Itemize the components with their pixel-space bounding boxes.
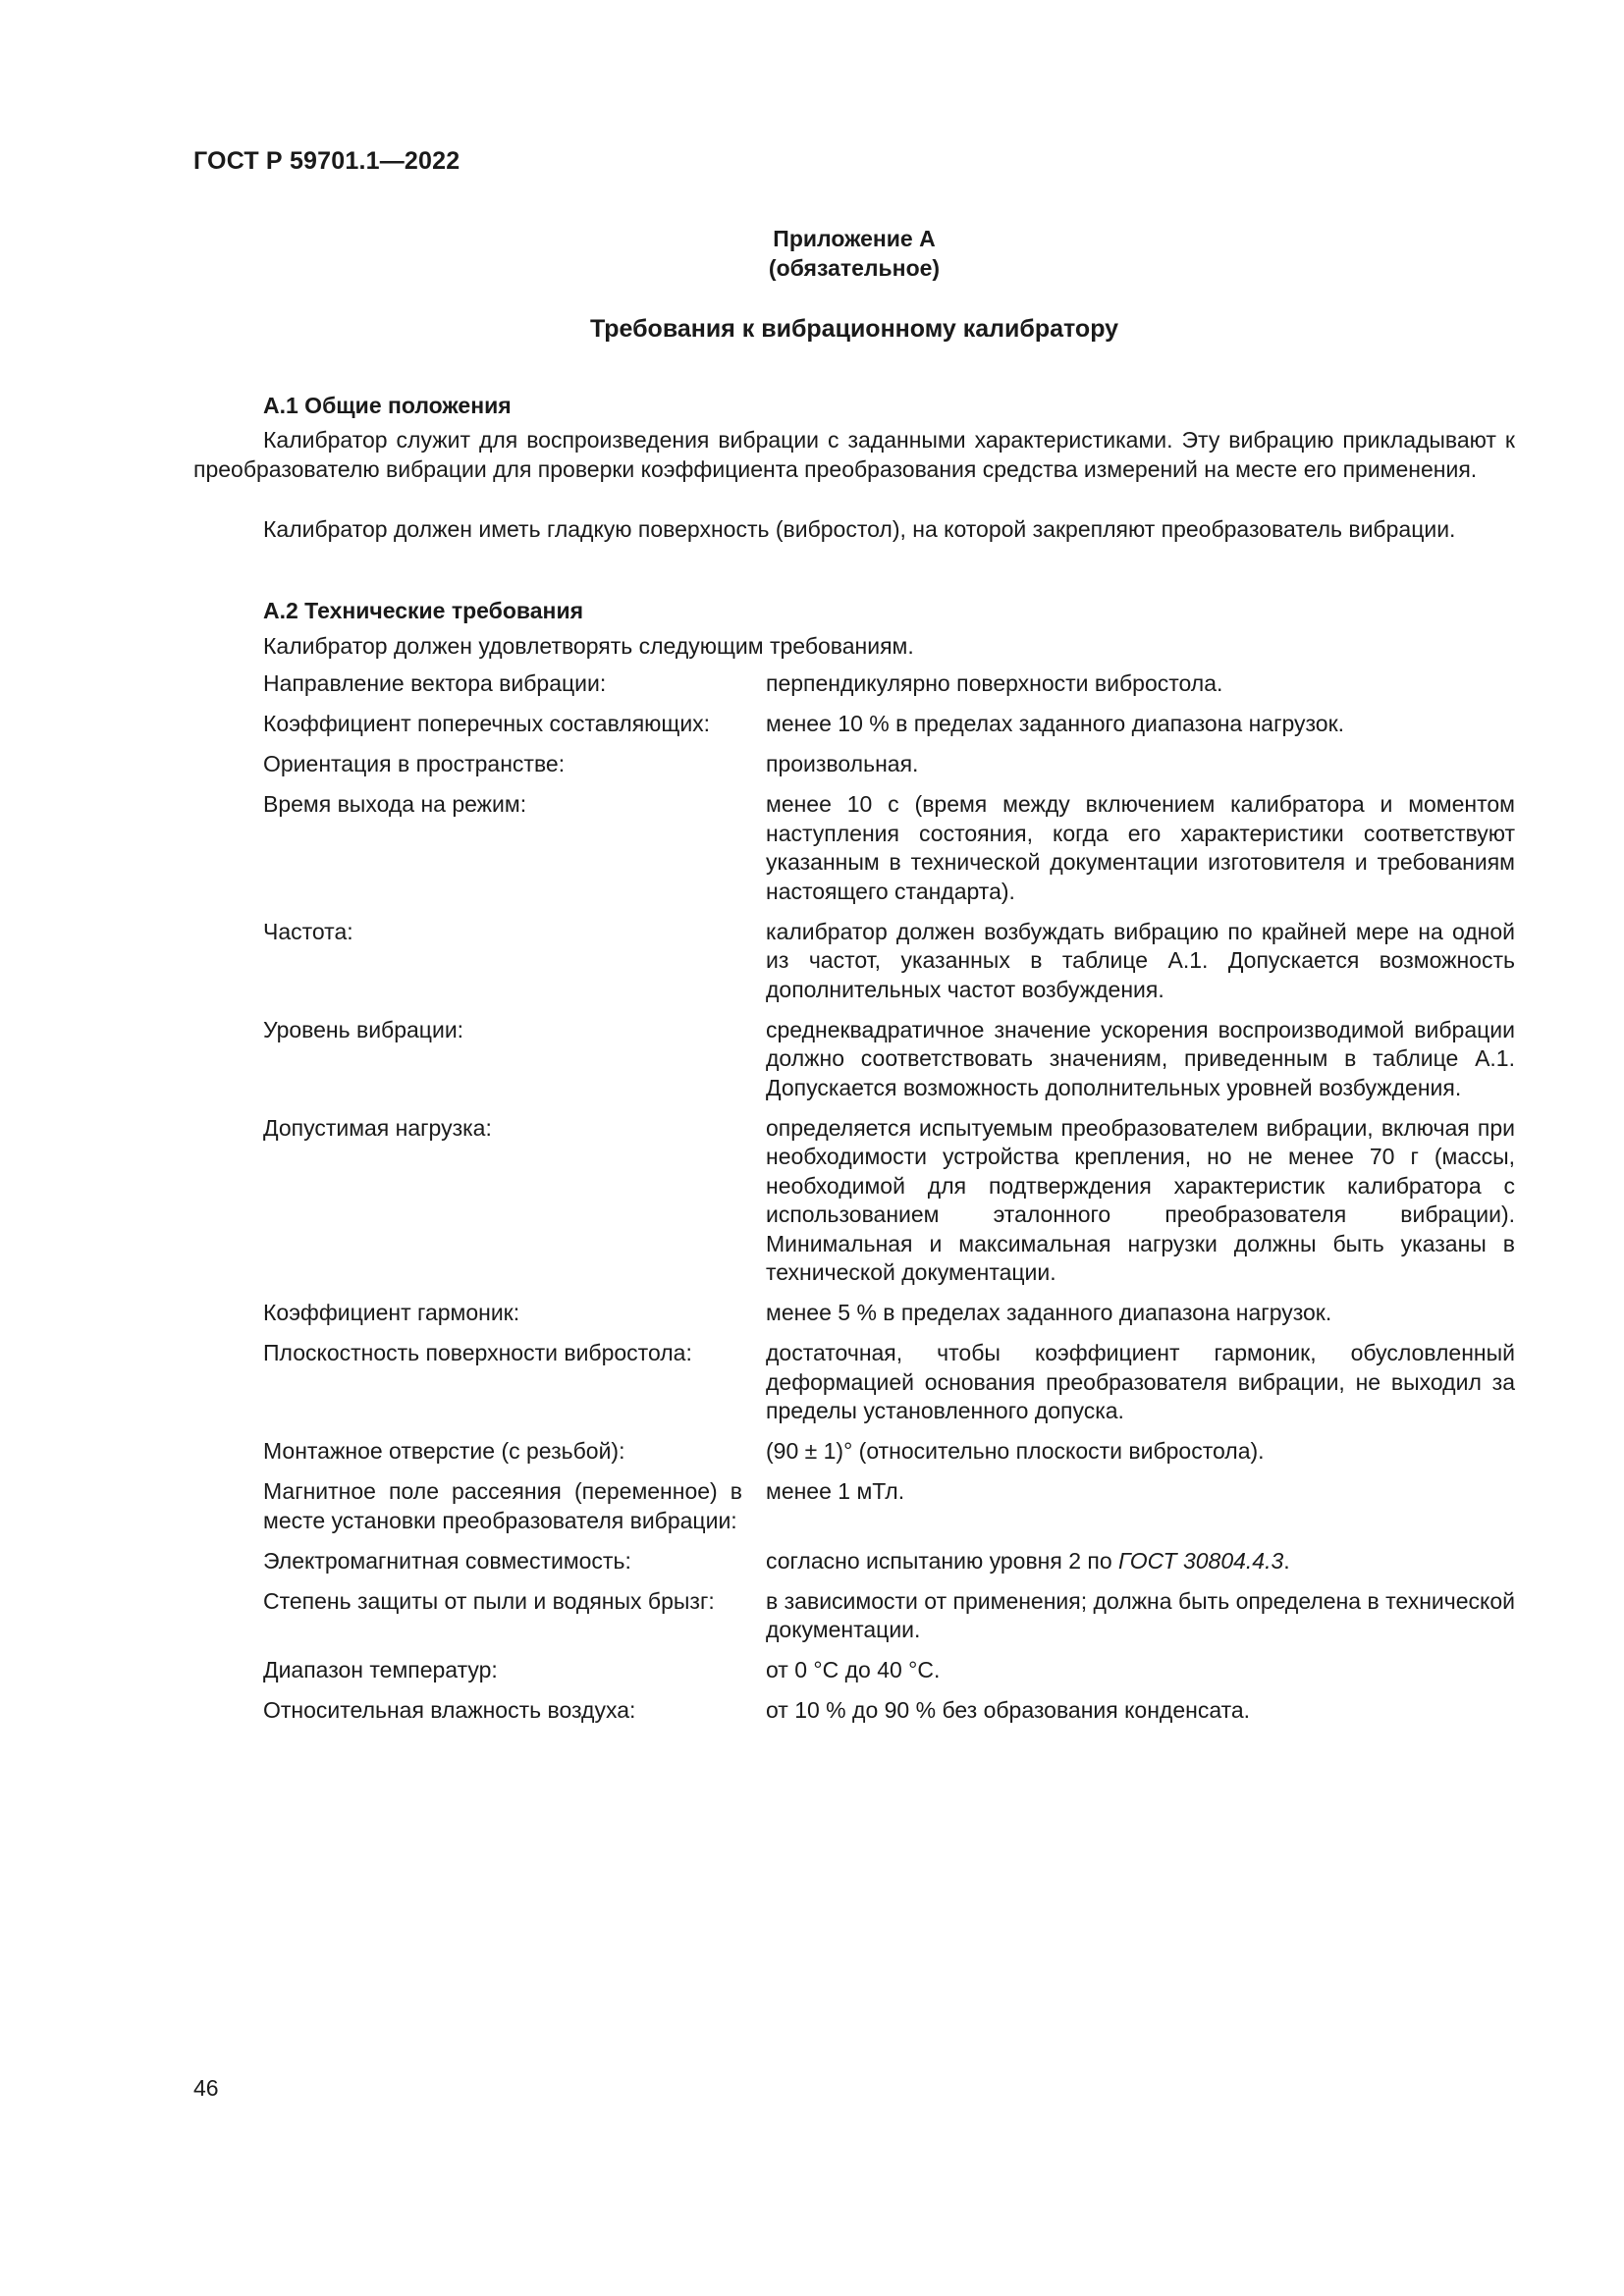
requirement-name: Направление вектора вибрации:	[263, 670, 607, 696]
section-1-heading: А.1 Общие положения	[263, 393, 512, 418]
requirement-value: произвольная.	[766, 751, 919, 776]
requirements-list	[263, 669, 1515, 1736]
requirement-value: перпендикулярно поверхности вибростола.	[766, 670, 1223, 696]
requirement-row	[263, 1587, 1515, 1645]
requirement-row	[263, 1339, 1515, 1426]
requirement-value: (90 ± 1)° (относительно плоскости вибростола).	[766, 1438, 1265, 1464]
requirement-value-text: согласно испытанию уровня 2 по	[766, 1547, 1119, 1574]
requirement-name: Коэффициент поперечных составляющих:	[263, 711, 711, 736]
requirement-row	[263, 1299, 1515, 1328]
requirement-row	[263, 1696, 1515, 1726]
appendix-status: (обязательное)	[768, 255, 941, 281]
standard-reference: ГОСТ 30804.4.3	[1118, 1547, 1284, 1574]
requirement-value: менее 5 % в пределах заданного диапазона нагрузок.	[766, 1300, 1332, 1325]
requirement-row	[263, 750, 1515, 779]
requirement-row	[263, 918, 1515, 1005]
requirement-name: Диапазон температур:	[263, 1657, 498, 1682]
requirement-value	[754, 1547, 1515, 1576]
section-1-paragraph-1: Калибратор служит для воспроизведения вибрации с заданными характеристиками. Эту вибрацию прикладывают к преобразователю вибрации для проверки коэффициента преобразования средства измерений на месте его применения.	[193, 427, 1515, 482]
requirement-name: Частота:	[263, 918, 353, 944]
requirement-row	[263, 1016, 1515, 1103]
requirement-value: менее 1 мТл.	[766, 1478, 905, 1504]
requirement-row	[263, 1477, 1515, 1535]
section-2-heading: А.2 Технические требования	[263, 598, 583, 623]
requirement-name: Ориентация в пространстве:	[263, 751, 566, 776]
requirement-value: менее 10 % в пределах заданного диапазона нагрузок.	[766, 711, 1345, 736]
requirement-name: Степень защиты от пыли и водяных брызг:	[263, 1587, 715, 1614]
page-number: 46	[193, 2075, 219, 2101]
requirement-row	[263, 1114, 1515, 1288]
requirement-value: в зависимости от применения; должна быть определена в технической документации.	[766, 1587, 1515, 1642]
requirement-name: Уровень вибрации:	[263, 1016, 464, 1042]
section-1-paragraph-2: Калибратор должен иметь гладкую поверхность (вибростол), на которой закрепляют преобразователь вибрации.	[263, 516, 1456, 542]
requirement-name: Электромагнитная совместимость:	[263, 1547, 631, 1574]
requirement-value-tail: .	[1283, 1547, 1290, 1574]
requirement-name: Магнитное поле рассеяния (переменное) в месте установки преобразователя вибрации:	[263, 1478, 742, 1533]
appendix-title: Приложение А	[773, 226, 936, 251]
requirement-value: калибратор должен возбуждать вибрацию по крайней мере на одной из частот, указанных в таблице А.1. Допускается возможность дополнительных частот возбуждения.	[766, 918, 1515, 1002]
requirement-name: Время выхода на режим:	[263, 791, 527, 817]
requirement-value: среднеквадратичное значение ускорения воспроизводимой вибрации должно соответствовать значениям, приведенным в таблице А.1. Допускается возможность дополнительных уровней возбуждения.	[766, 1016, 1515, 1100]
requirement-name: Коэффициент гармоник:	[263, 1300, 520, 1325]
requirement-name: Плоскостность поверхности вибростола:	[263, 1340, 692, 1365]
requirement-name: Допустимая нагрузка:	[263, 1114, 492, 1141]
requirement-value: от 10 % до 90 % без образования конденсата.	[766, 1697, 1251, 1723]
requirement-row	[263, 669, 1515, 699]
requirement-name: Относительная влажность воздуха:	[263, 1697, 636, 1723]
requirement-value: менее 10 с (время между включением калибратора и моментом наступления состояния, когда его характеристики соответствуют указанным в технической документации изготовителя и требованиям настоящего стандарта).	[766, 791, 1515, 904]
section-2-intro: Калибратор должен удовлетворять следующим требованиям.	[263, 633, 914, 659]
requirement-row	[263, 710, 1515, 739]
requirement-value: определяется испытуемым преобразователем вибрации, включая при необходимости устройства крепления, но не менее 70 г (массы, необходимой для подтверждения характеристик калибратора с использованием эталонного преобразователя вибрации). Минимальная и максимальная нагрузки должны быть указаны в технической документации.	[766, 1114, 1515, 1285]
requirement-row	[263, 1547, 1515, 1576]
requirement-row	[263, 790, 1515, 906]
requirement-value: достаточная, чтобы коэффициент гармоник, обусловленный деформацией основания преобразователя вибрации, не выходил за пределы установленного допуска.	[766, 1340, 1515, 1423]
requirement-value: от 0 °С до 40 °С.	[766, 1657, 941, 1682]
requirement-row	[263, 1437, 1515, 1467]
requirement-row	[263, 1656, 1515, 1685]
section-title: Требования к вибрационному калибратору	[589, 315, 1119, 343]
requirement-name: Монтажное отверстие (с резьбой):	[263, 1438, 625, 1464]
document-code: ГОСТ Р 59701.1—2022	[193, 147, 460, 175]
